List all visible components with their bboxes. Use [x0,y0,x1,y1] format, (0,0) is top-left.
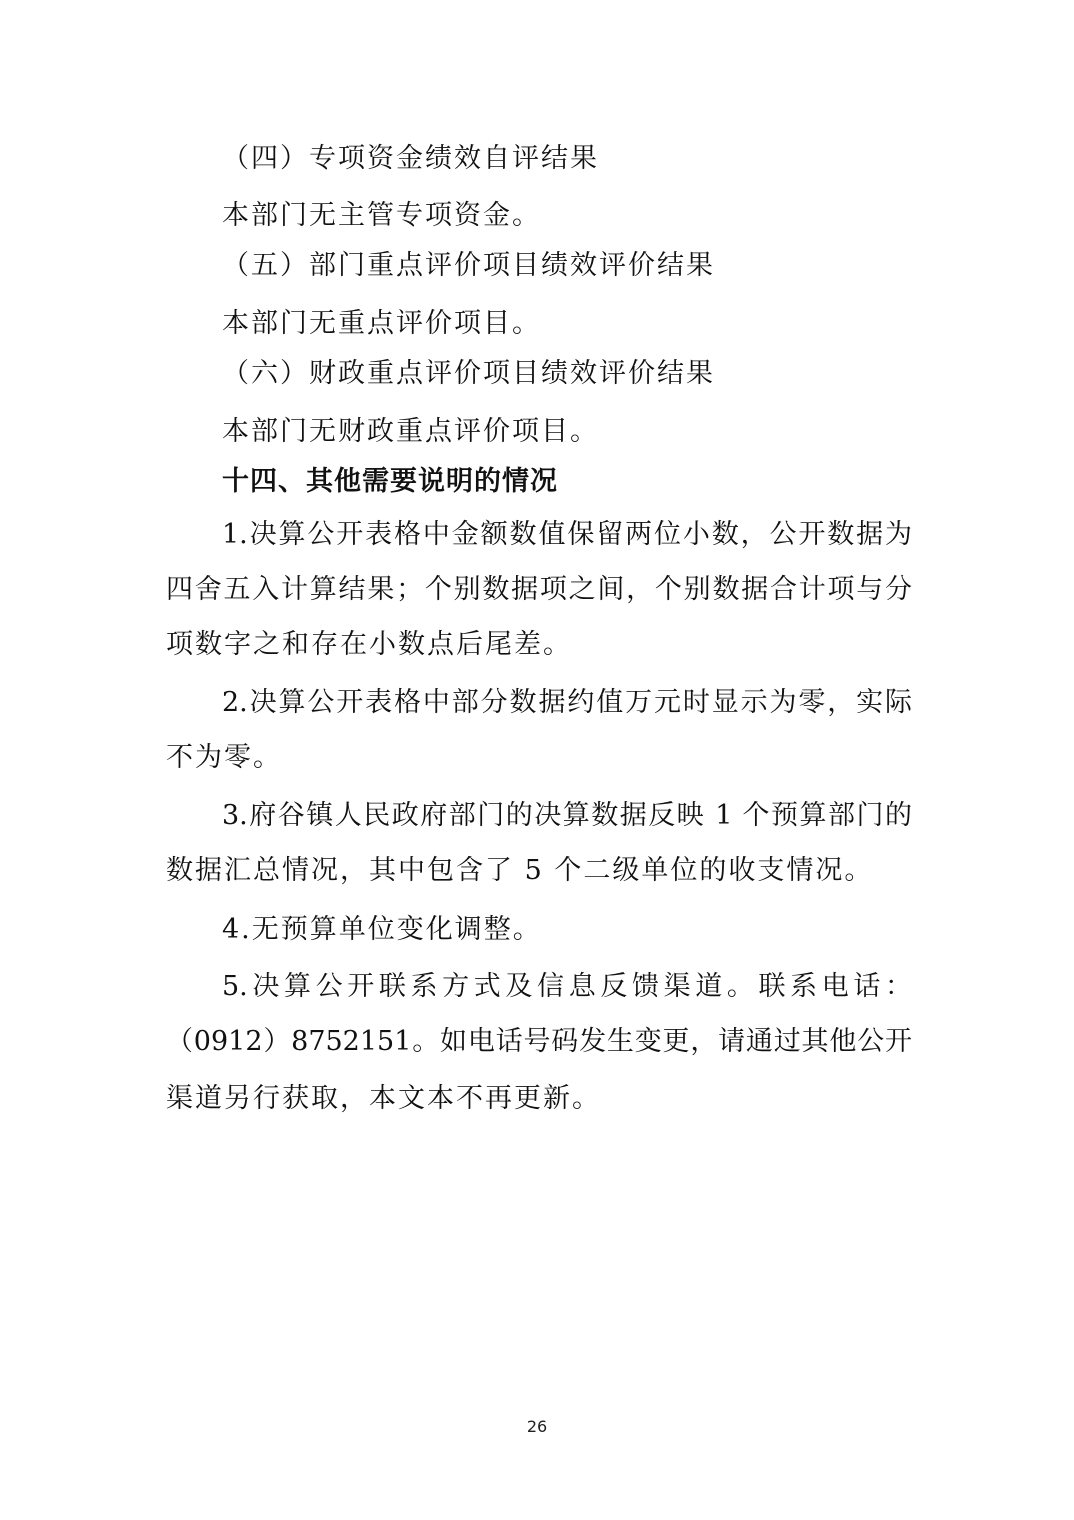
section-4-body: 本部门无主管专项资金。 [222,200,541,231]
item-1-line-1: 1.决算公开表格中金额数值保留两位小数，公开数据为 [222,519,912,550]
section-5-heading: （五）部门重点评价项目绩效评价结果 [222,250,715,281]
item-2-line-2: 不为零。 [166,742,282,773]
item-1-line-2: 四舍五入计算结果；个别数据项之间，个别数据合计项与分 [166,574,912,605]
item-3-line-1: 3.府谷镇人民政府部门的决算数据反映 1 个预算部门的 [222,800,912,831]
section-14-heading: 十四、其他需要说明的情况 [222,466,558,497]
item-1-line-3: 项数字之和存在小数点后尾差。 [166,629,572,660]
item-4-line-1: 4.无预算单位变化调整。 [222,914,542,945]
item-3-line-2: 数据汇总情况，其中包含了 5 个二级单位的收支情况。 [166,855,874,886]
page-number: 26 [526,1417,548,1436]
item-5-line-2: （0912）8752151。如电话号码发生变更，请通过其他公开 [166,1026,912,1057]
item-2-line-1: 2.决算公开表格中部分数据约值万元时显示为零，实际 [222,687,912,718]
section-5-body: 本部门无重点评价项目。 [222,308,541,339]
section-6-heading: （六）财政重点评价项目绩效评价结果 [222,358,715,389]
item-5-line-3: 渠道另行获取，本文本不再更新。 [166,1083,601,1114]
section-6-body: 本部门无财政重点评价项目。 [222,416,599,447]
section-4-heading: （四）专项资金绩效自评结果 [222,143,599,174]
item-5-line-1: 5.决算公开联系方式及信息反馈渠道。联系电话： [222,971,912,1002]
